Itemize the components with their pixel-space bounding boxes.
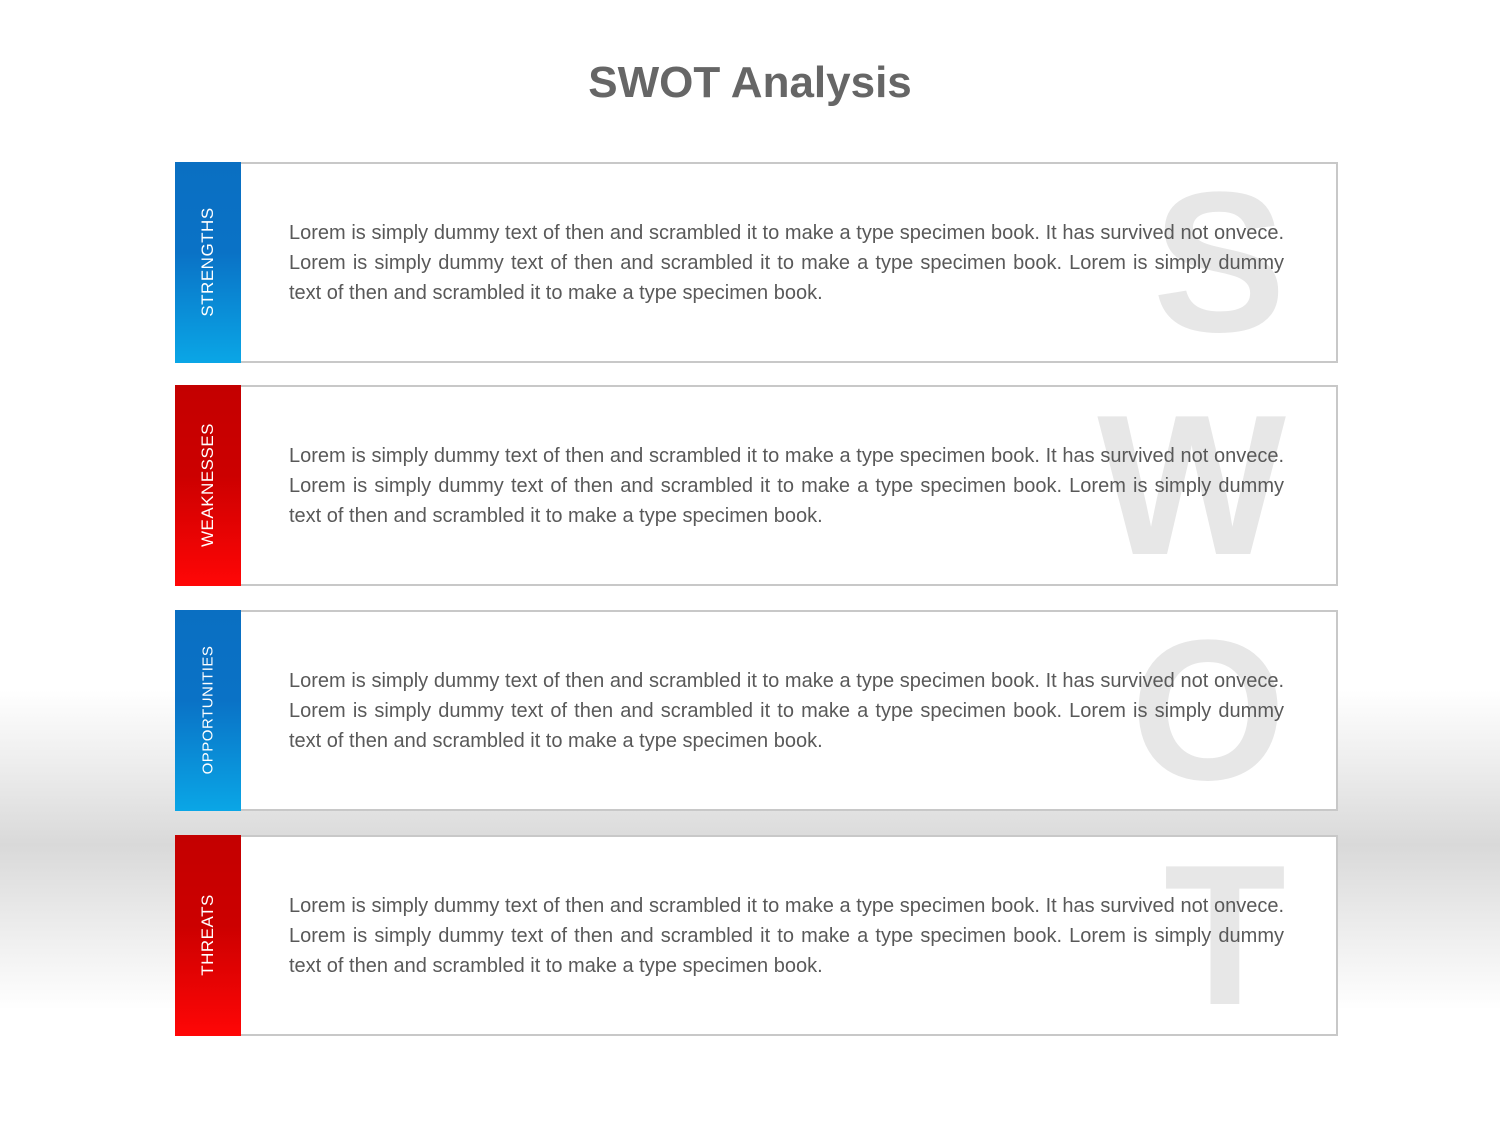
strengths-letter: S — [1152, 162, 1286, 363]
weaknesses-label: WEAKNESSES — [198, 422, 217, 548]
strengths-tab — [175, 162, 241, 363]
swot-row-threats — [175, 835, 1338, 1036]
opportunities-tab — [175, 610, 241, 811]
threats-label: THREATS — [198, 894, 217, 976]
page-title: SWOT Analysis — [588, 58, 912, 107]
threats-text: Lorem is simply dummy text of then and scrambled it to make a type specimen book. It has survived not onvece. Lorem is simply dummy text of then and scrambled it to make a type specimen book. Lorem is simply dummy text of then and scrambled it to make a type specimen book. — [289, 894, 1284, 977]
threats-tab — [175, 835, 241, 1036]
opportunities-box — [241, 610, 1338, 811]
swot-row-weaknesses — [175, 385, 1338, 586]
weaknesses-letter: W — [1097, 385, 1286, 586]
opportunities-letter: O — [1130, 610, 1286, 811]
threats-box — [241, 835, 1338, 1036]
strengths-label: STRENGTHS — [198, 207, 217, 317]
swot-row-strengths — [175, 162, 1338, 363]
weaknesses-tab — [175, 385, 241, 586]
swot-row-opportunities — [175, 610, 1338, 811]
threats-letter: T — [1163, 835, 1286, 1036]
strengths-box — [241, 162, 1338, 363]
weaknesses-text: Lorem is simply dummy text of then and scrambled it to make a type specimen book. It has survived not onvece. Lorem is simply dummy text of then and scrambled it to make a type specimen book. Lorem is simply dummy text of then and scrambled it to make a type specimen book. — [289, 444, 1284, 527]
strengths-text: Lorem is simply dummy text of then and scrambled it to make a type specimen book. It has survived not onvece. Lorem is simply dummy text of then and scrambled it to make a type specimen book. Lorem is simply dummy text of then and scrambled it to make a type specimen book. — [289, 221, 1284, 304]
opportunities-text: Lorem is simply dummy text of then and scrambled it to make a type specimen book. It has survived not onvece. Lorem is simply dummy text of then and scrambled it to make a type specimen book. Lorem is simply dummy text of then and scrambled it to make a type specimen book. — [289, 669, 1284, 752]
weaknesses-box — [241, 385, 1338, 586]
opportunities-label: OPPORTUNITIES — [199, 645, 217, 775]
